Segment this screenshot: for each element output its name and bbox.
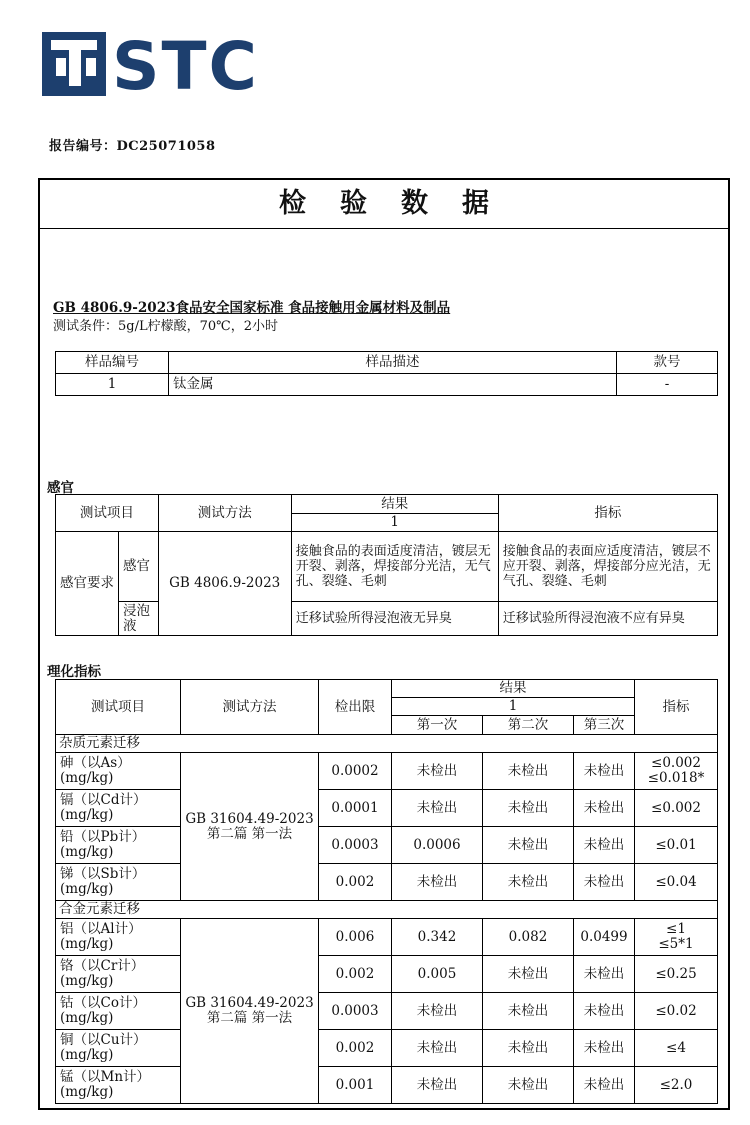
table-header: 第二次 [483,716,574,735]
sensory-table [55,494,718,636]
table-row [56,1030,718,1067]
item-cell: 砷（以As） (mg/kg) [56,753,181,790]
table-cell: 迁移试验所得浸泡液不应有异臭 [498,602,717,636]
table-header: 第一次 [392,716,483,735]
table-cell: 未检出 [483,1067,574,1104]
table-cell: 感官 [119,532,159,602]
indicator-cell: ≤4 [635,1030,718,1067]
table-row [56,790,718,827]
table-cell: 0.005 [392,956,483,993]
standard-title: GB 4806.9-2023食品安全国家标准 食品接触用金属材料及制品 [53,300,451,316]
group-row [56,735,718,753]
indicator-cell: ≤0.04 [635,864,718,901]
table-header: 结果 [392,680,635,698]
table-header: 测试项目 [56,495,159,532]
table-cell: 未检出 [483,993,574,1030]
table-header-row [56,680,718,698]
method-cell: GB 31604.49-2023 第二篇 第一法 [181,919,319,1104]
table-cell: 未检出 [574,827,635,864]
table-cell: 未检出 [392,1067,483,1104]
table-cell: 0.0003 [319,827,392,864]
indicator-cell: ≤2.0 [635,1067,718,1104]
table-cell: 0.001 [319,1067,392,1104]
group-title: 合金元素迁移 [56,901,718,919]
table-cell: 未检出 [483,1030,574,1067]
table-cell: 未检出 [574,864,635,901]
table-header: 指标 [498,495,717,532]
item-cell: 镉（以Cd计） (mg/kg) [56,790,181,827]
table-header: 检出限 [319,680,392,735]
table-row [56,1067,718,1104]
table-cell: 未检出 [483,790,574,827]
table-cell: 未检出 [574,1067,635,1104]
table-row [56,532,718,602]
section-title-sensory: 感官 [47,480,74,496]
table-cell: 0.0003 [319,993,392,1030]
table-cell: 未检出 [392,1030,483,1067]
table-row [56,919,718,956]
table-row [56,993,718,1030]
item-cell: 铬（以Cr计） (mg/kg) [56,956,181,993]
table-cell: 0.002 [319,864,392,901]
table-cell: 迁移试验所得浸泡液无异臭 [291,602,498,636]
table-row [56,956,718,993]
physchem-table [55,679,718,1104]
table-cell: 0.002 [319,1030,392,1067]
table-row [56,864,718,901]
test-condition: 测试条件：5g/L柠檬酸，70℃，2小时 [53,319,278,334]
table-cell: 未检出 [392,864,483,901]
table-cell: 0.006 [319,919,392,956]
indicator-cell: ≤0.002 ≤0.018* [635,753,718,790]
method-cell: GB 31604.49-2023 第二篇 第一法 [181,753,319,901]
item-cell: 铜（以Cu计） (mg/kg) [56,1030,181,1067]
table-header: 样品编号 [56,352,169,374]
item-cell: 铝（以Al计） (mg/kg) [56,919,181,956]
table-cell: 浸泡液 [119,602,159,636]
table-header: 样品描述 [169,352,617,374]
table-cell: 0.082 [483,919,574,956]
table-cell: GB 4806.9-2023 [158,532,291,636]
table-header: 款号 [617,352,718,374]
item-cell: 铅（以Pb计） (mg/kg) [56,827,181,864]
section-title-physchem: 理化指标 [47,664,101,680]
table-cell: 未检出 [574,790,635,827]
table-cell: 感官要求 [56,532,119,636]
table-cell: 0.0002 [319,753,392,790]
table-header: 测试方法 [158,495,291,532]
group-row [56,901,718,919]
table-header: 测试方法 [181,680,319,735]
table-cell: 0.0001 [319,790,392,827]
indicator-cell: ≤0.002 [635,790,718,827]
table-cell: 0.342 [392,919,483,956]
report-number-label: 报告编号： [49,139,117,154]
table-cell: 未检出 [574,956,635,993]
table-cell: 未检出 [392,753,483,790]
stc-logo [42,30,287,98]
report-number [49,135,216,154]
table-cell: 接触食品的表面应适度清洁，镀层不应开裂、剥落，焊接部分应光洁，无气孔、裂缝、毛刺 [498,532,717,602]
table-cell: - [617,374,718,396]
indicator-cell: ≤1 ≤5*1 [635,919,718,956]
table-cell: 0.0006 [392,827,483,864]
item-cell: 锰（以Mn计） (mg/kg) [56,1067,181,1104]
page-title: 检验数据 [40,180,728,229]
table-cell: 0.002 [319,956,392,993]
table-cell: 未检出 [483,827,574,864]
table-cell: 未检出 [574,1030,635,1067]
table-cell: 未检出 [392,790,483,827]
table-row [56,827,718,864]
table-row [56,602,718,636]
table-header-row [56,352,718,374]
table-header-row [56,495,718,514]
sample-table [55,351,718,396]
group-title: 杂质元素迁移 [56,735,718,753]
report-number-value: DC25071058 [116,139,216,154]
table-header: 1 [291,514,498,532]
table-header: 第三次 [574,716,635,735]
table-cell: 未检出 [574,753,635,790]
table-header: 测试项目 [56,680,181,735]
table-cell: 未检出 [483,864,574,901]
indicator-cell: ≤0.01 [635,827,718,864]
table-cell: 钛金属 [169,374,617,396]
table-row [56,374,718,396]
item-cell: 钴（以Co计） (mg/kg) [56,993,181,1030]
table-cell: 未检出 [574,993,635,1030]
indicator-cell: ≤0.25 [635,956,718,993]
item-cell: 锑（以Sb计） (mg/kg) [56,864,181,901]
table-cell: 接触食品的表面适度清洁，镀层无开裂、剥落，焊接部分光洁，无气孔、裂缝、毛刺 [291,532,498,602]
table-cell: 1 [56,374,169,396]
table-row [56,753,718,790]
table-cell: 0.0499 [574,919,635,956]
logo-text: STC [112,30,259,98]
table-header: 1 [392,698,635,716]
indicator-cell: ≤0.02 [635,993,718,1030]
table-cell: 未检出 [483,956,574,993]
table-cell: 未检出 [483,753,574,790]
table-cell: 未检出 [392,993,483,1030]
table-header: 结果 [291,495,498,514]
table-header: 指标 [635,680,718,735]
